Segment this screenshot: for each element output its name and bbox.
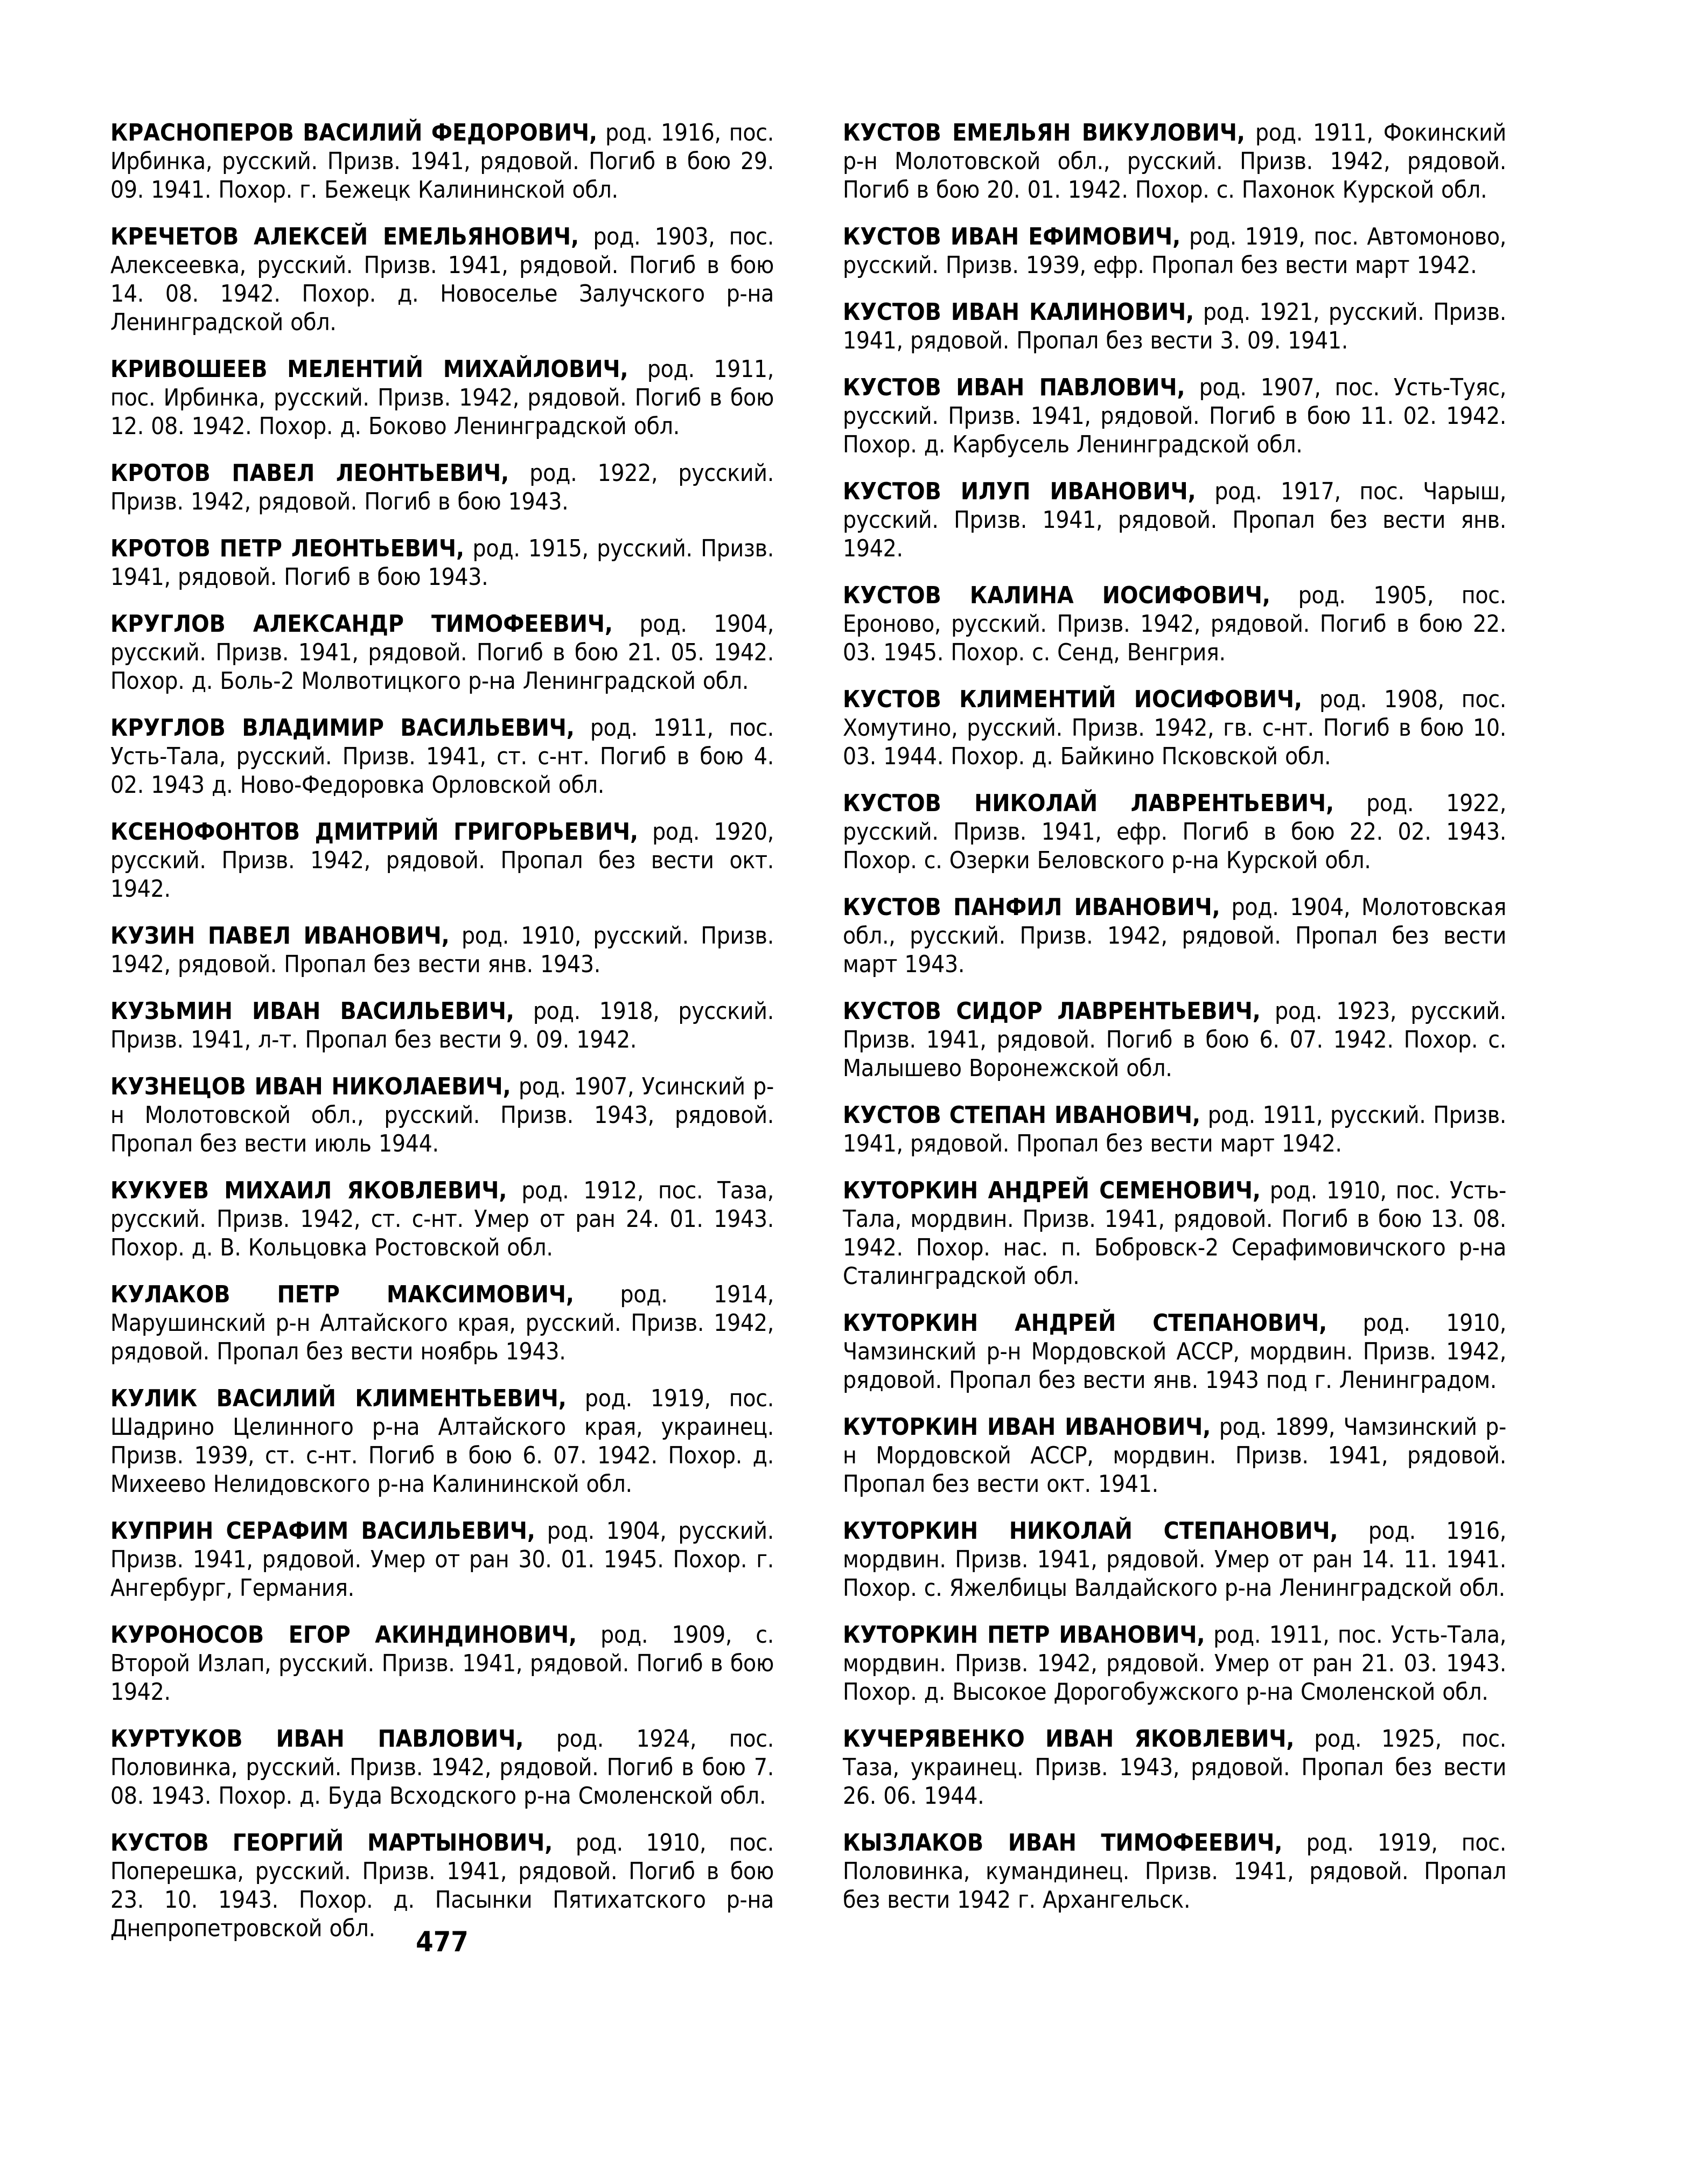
entry-name: КУСТОВ КЛИМЕНТИЙ ИОСИФОВИЧ, [843, 686, 1303, 713]
memorial-entry [110, 222, 774, 337]
entry-name: КУЛАКОВ ПЕТР МАКСИМОВИЧ, [110, 1281, 574, 1308]
entry-details: род. 1911, пос. Усть-Тала, русский. Призв. 1941, ст. с-нт. Погиб в бою 4. 02. 1943 д. Ново-Федоровка Орловской обл. [110, 714, 774, 799]
entry-details: род. 1904, русский. Призв. 1941, рядовой. Умер от ран 30. 01. 1945. Похор. г. Ангербург, Германия. [110, 1517, 774, 1602]
entry-details: род. 1921, русский. Призв. 1941, рядовой. Пропал без вести 3. 09. 1941. [843, 298, 1506, 354]
memorial-entry [843, 997, 1506, 1083]
memorial-entry [110, 1725, 774, 1810]
memorial-entry [843, 298, 1506, 355]
memorial-entry [843, 118, 1506, 204]
right-column [843, 118, 1506, 1961]
entry-details: род. 1916, пос. Ирбинка, русский. Призв. 1941, рядовой. Погиб в бою 29. 09. 1941. Похор. г. Бежецк Калининской обл. [110, 119, 774, 204]
entry-details: род. 1911, Фокинский р-н Молотовской обл., русский. Призв. 1942, рядовой. Погиб в бою 20. 01. 1942. Похор. с. Пахонок Курской обл. [843, 119, 1506, 204]
memorial-entry [110, 1517, 774, 1602]
entry-details: род. 1910, русский. Призв. 1942, рядовой. Пропал без вести янв. 1943. [110, 922, 774, 978]
entry-name: КУТОРКИН АНДРЕЙ СЕМЕНОВИЧ, [843, 1177, 1261, 1204]
memorial-entry [843, 581, 1506, 667]
entry-details: род. 1911, пос. Усть-Тала, мордвин. Призв. 1942, рядовой. Умер от ран 21. 03. 1943. Похор. д. Высокое Дорогобужского р-на Смоленской обл. [843, 1621, 1506, 1706]
memorial-entry [843, 1176, 1506, 1290]
entry-name: КУСТОВ ГЕОРГИЙ МАРТЫНОВИЧ, [110, 1829, 553, 1857]
entry-details: род. 1899, Чамзинский р-н Мордовской АССР, мордвин. Призв. 1941, рядовой. Пропал без вести окт. 1941. [843, 1413, 1506, 1498]
memorial-entry [110, 459, 774, 516]
memorial-entry [843, 789, 1506, 875]
entry-name: КРАСНОПЕРОВ ВАСИЛИЙ ФЕДОРОВИЧ, [110, 119, 597, 146]
entry-details: род. 1910, Чамзинский р-н Мордовской АССР, мордвин. Призв. 1942, рядовой. Пропал без вести янв. 1943 под г. Ленинградом. [843, 1309, 1506, 1394]
memorial-entry [843, 373, 1506, 459]
entry-details: род. 1919, пос. Половинка, кумандинец. Призв. 1941, рядовой. Пропал без вести 1942 г. Архангельск. [843, 1829, 1506, 1914]
entry-name: КУЗИН ПАВЕЛ ИВАНОВИЧ, [110, 922, 450, 950]
entry-details: род. 1918, русский. Призв. 1941, л-т. Пропал без вести 9. 09. 1942. [110, 997, 774, 1053]
entry-name: КУСТОВ ПАНФИЛ ИВАНОВИЧ, [843, 894, 1220, 921]
entry-name: КУСТОВ ИВАН ЕФИМОВИЧ, [843, 223, 1181, 250]
entry-details: род. 1907, пос. Усть-Туяс, русский. Призв. 1941, рядовой. Погиб в бою 11. 02. 1942. Похор. д. Карбусель Ленинградской обл. [843, 374, 1507, 458]
entry-details: род. 1922, русский. Призв. 1941, ефр. Погиб в бою 22. 02. 1943. Похор. с. Озерки Беловского р-на Курской обл. [843, 790, 1506, 874]
entry-details: род. 1909, с. Второй Излап, русский. Призв. 1941, рядовой. Погиб в бою 1942. [110, 1621, 774, 1706]
entry-details: род. 1905, пос. Ероново, русский. Призв. 1942, рядовой. Погиб в бою 22. 03. 1945. Похор. с. Сенд, Венгрия. [843, 582, 1506, 666]
memorial-entry [110, 1621, 774, 1706]
entry-name: КУПРИН СЕРАФИМ ВАСИЛЬЕВИЧ, [110, 1517, 535, 1545]
memorial-entry [843, 1725, 1506, 1810]
entry-details: род. 1920, русский. Призв. 1942, рядовой. Пропал без вести окт. 1942. [110, 818, 774, 903]
memorial-entry [110, 355, 774, 441]
memorial-entry [110, 818, 774, 903]
memorial-entry [843, 685, 1506, 771]
entry-name: КУСТОВ ИВАН ПАВЛОВИЧ, [843, 374, 1185, 401]
entry-name: КУСТОВ СТЕПАН ИВАНОВИЧ, [843, 1101, 1201, 1129]
entry-details: род. 1907, Усинский р-н Молотовской обл., русский. Призв. 1943, рядовой. Пропал без вести июль 1944. [110, 1073, 774, 1157]
entry-name: КУТОРКИН АНДРЕЙ СТЕПАНОВИЧ, [843, 1309, 1327, 1337]
memorial-entry [843, 1309, 1506, 1394]
entry-details: род. 1916, мордвин. Призв. 1941, рядовой. Умер от ран 14. 11. 1941. Похор. с. Яжелбицы Валдайского р-на Ленинградской обл. [843, 1517, 1506, 1602]
entry-name: КУТОРКИН ПЕТР ИВАНОВИЧ, [843, 1621, 1205, 1649]
memorial-entry [843, 1413, 1506, 1498]
entry-name: КРОТОВ ПАВЕЛ ЛЕОНТЬЕВИЧ, [110, 459, 509, 487]
entry-name: КУРТУКОВ ИВАН ПАВЛОВИЧ, [110, 1725, 524, 1753]
entry-details: род. 1925, пос. Таза, украинец. Призв. 1943, рядовой. Пропал без вести 26. 06. 1944. [843, 1725, 1506, 1810]
entry-details: род. 1904, Молотовская обл., русский. Призв. 1942, рядовой. Пропал без вести март 1943. [843, 894, 1506, 978]
entry-name: КУСТОВ КАЛИНА ИОСИФОВИЧ, [843, 582, 1270, 609]
entry-name: КРУГЛОВ ВЛАДИМИР ВАСИЛЬЕВИЧ, [110, 714, 575, 742]
entry-details: род. 1919, пос. Автомоново, русский. Призв. 1939, ефр. Пропал без вести март 1942. [843, 223, 1507, 279]
entry-details: род. 1917, пос. Чарыш, русский. Призв. 1941, рядовой. Пропал без вести янв. 1942. [843, 478, 1506, 562]
entry-details: род. 1912, пос. Таза, русский. Призв. 1942, ст. с-нт. Умер от ран 24. 01. 1943. Похор. д. В. Кольцовка Ростовской обл. [110, 1177, 774, 1261]
entry-name: КУСТОВ ИЛУП ИВАНОВИЧ, [843, 478, 1196, 505]
memorial-entry [110, 118, 774, 204]
entry-name: КУЗЬМИН ИВАН ВАСИЛЬЕВИЧ, [110, 997, 514, 1025]
entry-name: КРЕЧЕТОВ АЛЕКСЕЙ ЕМЕЛЬЯНОВИЧ, [110, 223, 579, 250]
memorial-entry [110, 610, 774, 695]
entry-name: КУЗНЕЦОВ ИВАН НИКОЛАЕВИЧ, [110, 1073, 511, 1100]
entry-name: КУСТОВ НИКОЛАЙ ЛАВРЕНТЬЕВИЧ, [843, 790, 1334, 817]
memorial-entry [110, 1280, 774, 1366]
entry-name: КУТОРКИН ИВАН ИВАНОВИЧ, [843, 1413, 1211, 1441]
entry-name: КУТОРКИН НИКОЛАЙ СТЕПАНОВИЧ, [843, 1517, 1338, 1545]
memorial-entry [110, 534, 774, 591]
entry-details: род. 1904, русский. Призв. 1941, рядовой. Погиб в бою 21. 05. 1942. Похор. д. Боль-2 Молвотицкого р-на Ленинградской обл. [110, 610, 774, 695]
entry-name: КРОТОВ ПЕТР ЛЕОНТЬЕВИЧ, [110, 535, 465, 562]
memorial-entry [110, 1072, 774, 1158]
memorial-entry [110, 1384, 774, 1498]
memorial-entry [843, 1829, 1506, 1914]
entry-name: КУСТОВ ИВАН КАЛИНОВИЧ, [843, 298, 1194, 326]
memorial-entry [843, 1517, 1506, 1602]
left-column [110, 118, 774, 1961]
entry-name: КУРОНОСОВ ЕГОР АКИНДИНОВИЧ, [110, 1621, 577, 1649]
entry-name: КУСТОВ ЕМЕЛЬЯН ВИКУЛОВИЧ, [843, 119, 1245, 146]
entry-details: род. 1924, пос. Половинка, русский. Призв. 1942, рядовой. Погиб в бою 7. 08. 1943. Похор. д. Буда Всходского р-на Смоленской обл. [110, 1725, 774, 1810]
entry-details: род. 1911, пос. Ирбинка, русский. Призв. 1942, рядовой. Погиб в бою 12. 08. 1942. Похор. д. Боково Ленинградской обл. [110, 355, 774, 440]
memorial-entry [843, 222, 1506, 280]
entry-name: КУСТОВ СИДОР ЛАВРЕНТЬЕВИЧ, [843, 997, 1261, 1025]
entry-details: род. 1911, русский. Призв. 1941, рядовой. Пропал без вести март 1942. [843, 1101, 1506, 1157]
entry-details: род. 1922, русский. Призв. 1942, рядовой. Погиб в бою 1943. [110, 459, 774, 515]
entry-name: КУКУЕВ МИХАИЛ ЯКОВЛЕВИЧ, [110, 1177, 507, 1204]
entry-details: род. 1903, пос. Алексеевка, русский. Призв. 1941, рядовой. Погиб в бою 14. 08. 1942. Похор. д. Новоселье Залучского р-на Ленинградской обл. [110, 223, 774, 336]
entry-name: КРУГЛОВ АЛЕКСАНДР ТИМОФЕЕВИЧ, [110, 610, 613, 638]
memorial-entry [843, 893, 1506, 979]
entry-name: КРИВОШЕЕВ МЕЛЕНТИЙ МИХАЙЛОВИЧ, [110, 355, 628, 383]
entry-name: КЫЗЛАКОВ ИВАН ТИМОФЕЕВИЧ, [843, 1829, 1283, 1857]
entry-details: род. 1908, пос. Хомутино, русский. Призв. 1942, гв. с-нт. Погиб в бою 10. 03. 1944. Похор. д. Байкино Псковской обл. [843, 686, 1506, 770]
memorial-entry [110, 1176, 774, 1262]
entry-details: род. 1910, пос. Усть-Тала, мордвин. Призв. 1941, рядовой. Погиб в бою 13. 08. 1942. Похор. нас. п. Бобровск-2 Серафимовичского р-на Сталинградской обл. [843, 1177, 1506, 1290]
memorial-entry [843, 1621, 1506, 1706]
memorial-entry [843, 1101, 1506, 1158]
memorial-entry [110, 997, 774, 1054]
entry-name: КУЧЕРЯВЕНКО ИВАН ЯКОВЛЕВИЧ, [843, 1725, 1295, 1753]
entry-details: род. 1914, Марушинский р-н Алтайского края, русский. Призв. 1942, рядовой. Пропал без вести ноябрь 1943. [110, 1281, 774, 1365]
memorial-entry [110, 922, 774, 979]
memorial-entry [110, 714, 774, 799]
entry-details: род. 1919, пос. Шадрино Целинного р-на Алтайского края, украинец. Призв. 1939, ст. с-нт. Погиб в бою 6. 07. 1942. Похор. д. Михеево Нелидовского р-на Калининской обл. [110, 1385, 774, 1498]
entry-details: род. 1910, пос. Поперешка, русский. Призв. 1941, рядовой. Погиб в бою 23. 10. 1943. Похор. д. Пасынки Пятихатского р-на Днепропетровской обл. [110, 1829, 774, 1942]
entry-name: КСЕНОФОНТОВ ДМИТРИЙ ГРИГОРЬЕВИЧ, [110, 818, 638, 846]
page-number: 477 [416, 1926, 469, 1958]
entry-details: род. 1923, русский. Призв. 1941, рядовой. Погиб в бою 6. 07. 1942. Похор. с. Малышево Воронежской обл. [843, 997, 1506, 1082]
memorial-entry [843, 477, 1506, 563]
entry-name: КУЛИК ВАСИЛИЙ КЛИМЕНТЬЕВИЧ, [110, 1385, 567, 1412]
entries-container [110, 118, 1506, 1961]
entry-details: род. 1915, русский. Призв. 1941, рядовой. Погиб в бою 1943. [110, 535, 774, 591]
